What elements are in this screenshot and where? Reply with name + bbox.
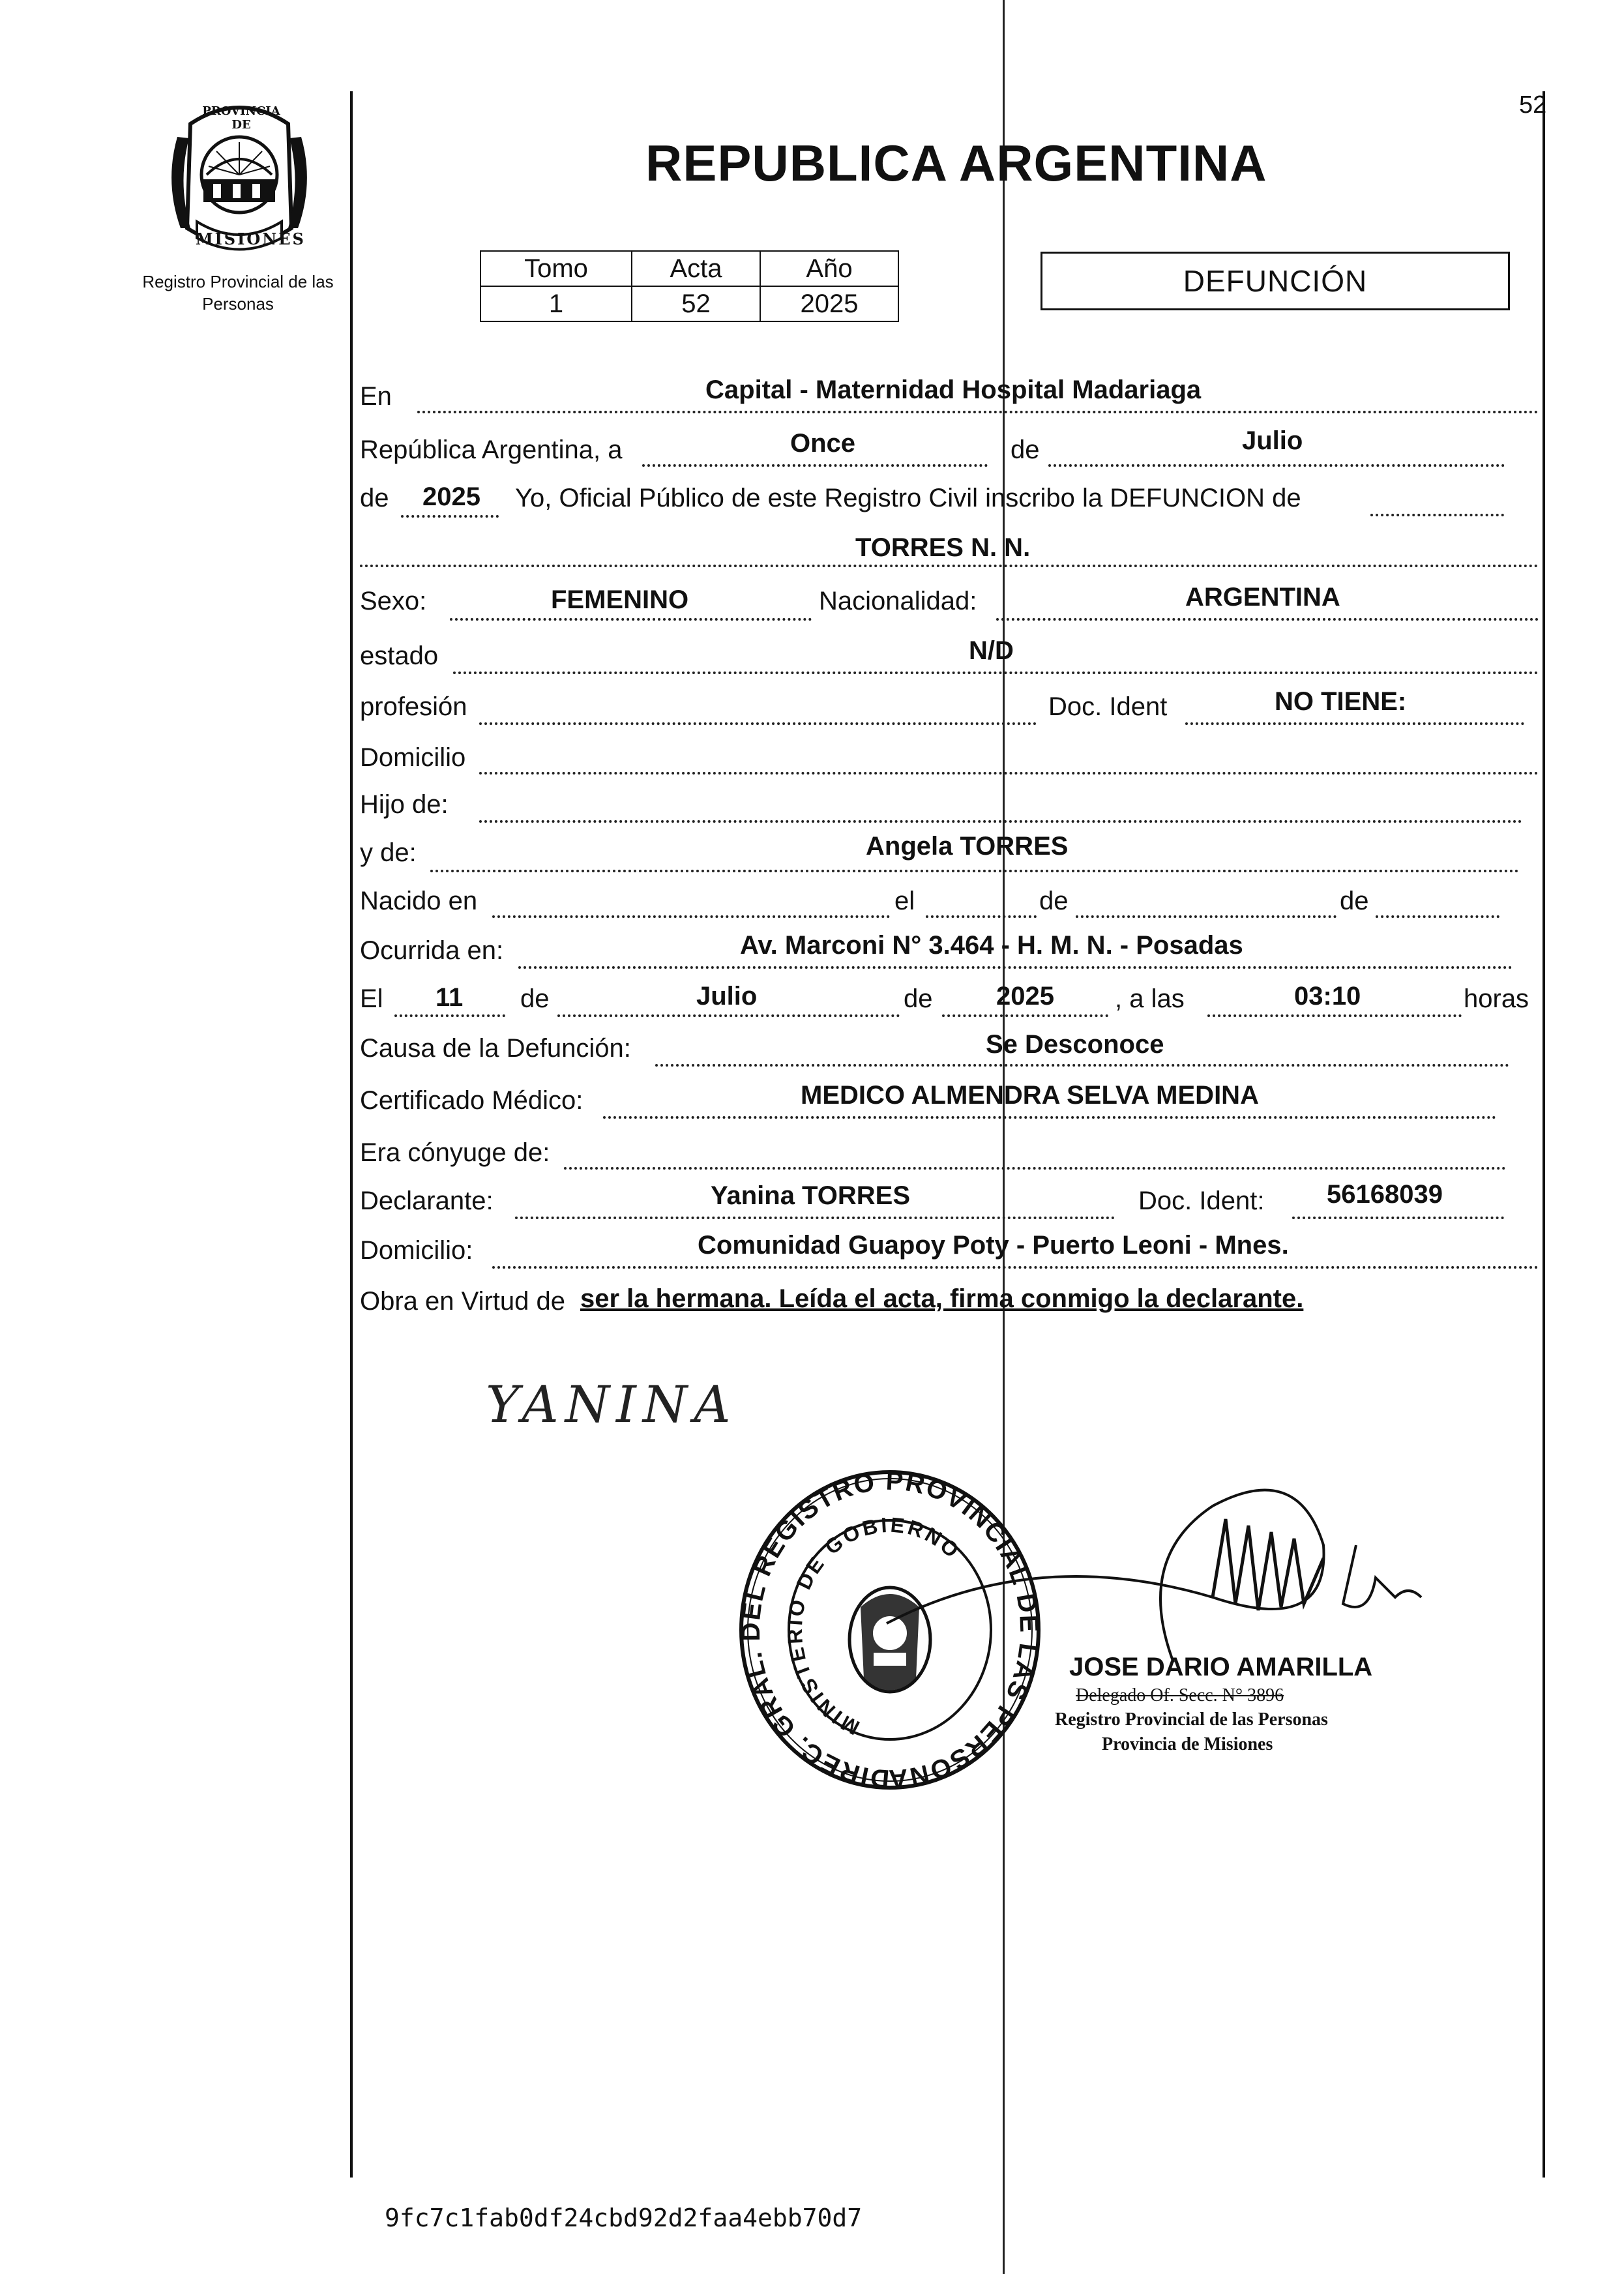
field-dia-num: 11 — [436, 983, 464, 1012]
field-causa: Se Desconoce — [986, 1030, 1164, 1059]
field-declarante-domicilio: Comunidad Guapoy Poty - Puerto Leoni - Mnes. — [698, 1231, 1289, 1260]
label-doc-ident-2: Doc. Ident: — [1138, 1187, 1265, 1215]
dotted-line — [450, 618, 812, 621]
label-declarante: Declarante: — [360, 1187, 494, 1215]
label-de: de — [1011, 436, 1040, 464]
dotted-line — [430, 870, 1519, 872]
emblem-top-text: PROVINCIA DE — [202, 104, 280, 132]
field-lugar: Capital - Maternidad Hospital Madariaga — [705, 376, 1202, 404]
field-nacionalidad: ARGENTINA — [1185, 583, 1340, 612]
record-meta-table — [480, 250, 899, 322]
stamp-inner-text: MINISTERIO DE GOBIERNO — [782, 1513, 966, 1740]
dotted-line — [1292, 1217, 1504, 1219]
label-horas: horas — [1464, 984, 1529, 1013]
label-obra-en-virtud: Obra en Virtud de — [360, 1287, 566, 1316]
dotted-line — [1185, 722, 1524, 725]
dotted-line — [642, 464, 988, 467]
label-nacionalidad: Nacionalidad: — [819, 587, 977, 615]
field-sexo: FEMENINO — [551, 585, 689, 614]
field-madre: Angela TORRES — [866, 832, 1069, 861]
label-domicilio: Domicilio — [360, 743, 466, 772]
label-doc-ident: Doc. Ident — [1048, 692, 1168, 721]
page-number: 52 — [1519, 91, 1547, 119]
field-hora: 03:10 — [1294, 982, 1361, 1011]
official-registry: Registro Provincial de las Personas — [1055, 1709, 1328, 1730]
dotted-line — [996, 618, 1539, 621]
label-conyuge: Era cónyuge de: — [360, 1138, 550, 1167]
dotted-line — [492, 915, 890, 918]
field-mes: Julio — [1242, 426, 1303, 455]
left-margin-line — [350, 91, 353, 2178]
field-doc-ident: NO TIENE: — [1275, 687, 1407, 716]
dotted-line — [401, 515, 499, 518]
meta-value-tomo: 1 — [480, 286, 632, 321]
label-de-6: de — [904, 984, 933, 1013]
field-anio-defuncion: 2025 — [996, 982, 1054, 1011]
meta-value-acta: 52 — [632, 286, 760, 321]
dotted-line — [479, 772, 1539, 775]
field-estado: N/D — [969, 636, 1014, 665]
dotted-line — [394, 1014, 505, 1017]
dotted-line — [1048, 464, 1505, 467]
stamp-outer-text: DIREC. GRAL. DEL REGISTRO PROVINCIAL DE LAS PERSONA — [736, 1470, 1044, 1794]
dotted-line — [1370, 514, 1504, 516]
field-declarante-doc: 56168039 — [1327, 1180, 1443, 1209]
field-ocurrida-en: Av. Marconi N° 3.464 - H. M. N. - Posadas — [740, 931, 1243, 960]
page-title: REPUBLICA ARGENTINA — [645, 134, 1267, 192]
field-obra-en-virtud: ser la hermana. Leída el acta, firma conmigo la declarante. — [580, 1284, 1304, 1313]
label-certificado: Certificado Médico: — [360, 1086, 583, 1115]
dotted-line — [942, 1014, 1108, 1017]
fold-line — [1003, 0, 1005, 2274]
dotted-line — [926, 915, 1037, 918]
label-y-de: y de: — [360, 838, 417, 867]
label-ocurrida-en: Ocurrida en: — [360, 936, 504, 965]
label-el-cap: El — [360, 984, 383, 1013]
label-domicilio-2: Domicilio: — [360, 1236, 473, 1265]
dotted-line — [479, 820, 1522, 823]
label-de-4: de — [1340, 887, 1369, 915]
dotted-line — [479, 722, 1037, 725]
label-nacido-en: Nacido en — [360, 887, 478, 915]
declarante-signature: YANINA — [486, 1376, 737, 1434]
dotted-line — [557, 1014, 900, 1017]
meta-value-anio: 2025 — [760, 286, 898, 321]
label-sexo: Sexo: — [360, 587, 427, 615]
right-margin-line — [1543, 91, 1545, 2178]
field-certificado: MEDICO ALMENDRA SELVA MEDINA — [801, 1081, 1259, 1110]
field-anio: 2025 — [422, 482, 480, 511]
field-dia-letras: Once — [790, 429, 856, 458]
label-el: el — [894, 887, 915, 915]
field-mes-defuncion: Julio — [696, 982, 758, 1011]
field-difunto: TORRES N. N. — [855, 533, 1031, 562]
record-type: DEFUNCIÓN — [1183, 264, 1368, 298]
official-title: Delegado Of. Secc. N° 3896 — [1076, 1685, 1284, 1706]
registry-name: Registro Provincial de las Personas — [142, 272, 334, 314]
label-causa: Causa de la Defunción: — [360, 1034, 631, 1063]
dotted-line — [515, 1217, 1115, 1219]
meta-header-acta: Acta — [632, 251, 760, 286]
label-de-5: de — [520, 984, 550, 1013]
dotted-line — [564, 1167, 1506, 1170]
meta-header-anio: Año — [760, 251, 898, 286]
label-de-3: de — [1039, 887, 1069, 915]
dotted-line — [360, 565, 1539, 567]
dotted-line — [1207, 1014, 1462, 1017]
dotted-line — [417, 411, 1539, 413]
document-hash: 9fc7c1fab0df24cbd92d2faa4ebb70d7 — [385, 2204, 863, 2232]
dotted-line — [1376, 915, 1499, 918]
field-declarante: Yanina TORRES — [711, 1181, 911, 1210]
emblem-bottom-text: MISIONES — [196, 229, 306, 248]
record-type-box — [1041, 252, 1510, 310]
dotted-line — [492, 1266, 1539, 1269]
label-estado: estado — [360, 642, 439, 670]
dotted-line — [603, 1116, 1496, 1119]
dotted-line — [655, 1064, 1509, 1067]
dotted-line — [1076, 915, 1336, 918]
label-republica: República Argentina, a — [360, 436, 623, 464]
dotted-line — [453, 672, 1539, 674]
official-name: JOSE DARIO AMARILLA — [1069, 1653, 1373, 1681]
label-de-2: de — [360, 484, 389, 512]
label-a-las: , a las — [1115, 984, 1185, 1013]
label-profesion: profesión — [360, 692, 467, 721]
dotted-line — [518, 966, 1513, 969]
label-yo-oficial: Yo, Oficial Público de este Registro Civil inscribo la DEFUNCION de — [515, 484, 1301, 512]
official-province: Provincia de Misiones — [1102, 1734, 1273, 1754]
meta-header-tomo: Tomo — [480, 251, 632, 286]
label-en: En — [360, 382, 392, 411]
label-hijo-de: Hijo de: — [360, 790, 449, 819]
